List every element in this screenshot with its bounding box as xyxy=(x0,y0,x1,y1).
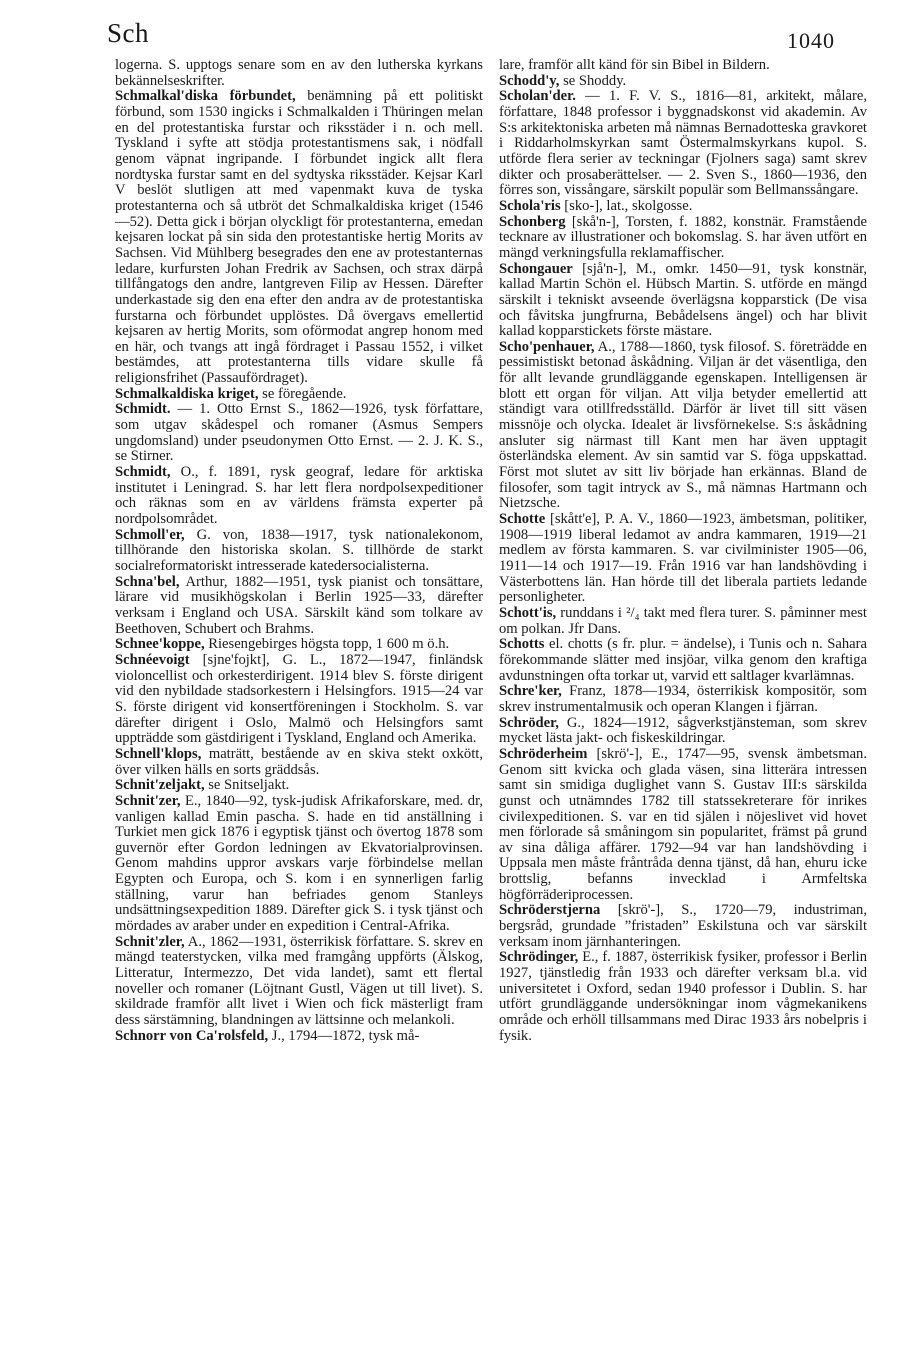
dictionary-entry xyxy=(499,637,867,684)
entry-text: se föregående. xyxy=(258,385,347,402)
entry-headword: Schola'ris xyxy=(499,197,561,214)
dictionary-entry xyxy=(115,778,483,794)
dictionary-entry xyxy=(499,950,867,1044)
entry-headword: Schmalkaldiska kriget, xyxy=(115,385,259,402)
page-header-section: Sch xyxy=(107,18,149,48)
entry-text: [sjå'n-], M., omkr. 1450—91, tysk konstnär, kallad Martin Schön el. Hübsch Martin. S. utförde en mängd särskilt i tekniskt avseende överlägsna kopparstick (De visa och fåvitska jungfrurna, Bebådelsens ängel) och har blivit kallad kopparstickets förste mästare. xyxy=(499,260,867,340)
entry-text: se Snitseljakt. xyxy=(204,777,290,794)
entry-text: A., 1788—1860, tysk filosof. S. företrädde en pessimistiskt betonad åskådning. Viljan är det väsentliga, den för allt levande grundläggande egenskapen. Intelligensen är blott ett organ för viljan. Att vilja betyder emellertid att ständigt vara otillfredsställd. Därför är livet till sitt väsen missnöje och olycka. Idealet är livsförnekelse. S:s åskådning ansluter sig närmast till Kant men har även upptagit österländska element. Av sin samtid var S. föga uppskattad. Först mot slutet av sitt liv började han erkännas. Bland de filosofer, som tagit intryck av S., må nämnas Hartmann och Nietzsche. xyxy=(499,338,867,512)
entry-headword: Schnorr von Ca'rolsfeld, xyxy=(115,1027,269,1044)
dictionary-entry xyxy=(115,89,483,386)
entry-text: E., 1840—92, tysk-judisk Afrikaforskare, med. dr, vanligen kallad Emin pascha. S. hade en tid anställning i Turkiet men gick 1876 i egyptisk tjänst och övertog 1878 som guvernör efter Gordon ledningen av Ekvatorialprovinsen. Genom mahdins uppror avskars varje förbindelse mellan Egypten och Europa, och S. kom i en synnerligen farlig ställning, varur han befriades genom Stanleys undsättningsexpedition 1889. Därefter gick S. i tysk tjänst och mördades av araber under en expedition i Central-Afrika. xyxy=(115,792,483,935)
entry-headword: Schotte xyxy=(499,511,546,528)
entry-text: O., f. 1891, rysk geograf, ledare för arktiska institutet i Leningrad. S. har lett flera nordpolsexpeditioner och räknas som en av världens främsta experter på nordpolsområdet. xyxy=(115,464,483,528)
entry-text: — 1. F. V. S., 1816—81, arkitekt, målare, författare, 1848 professor i byggnadskonst vid akademin. Av S:s arkitektoniska arbeten må nämnas Bernadotteska gravkoret i Riddarholmskyrkan samt Östermalmskyrkans kupol. S. utförde flera serier av teckningar (Fjolners saga) samt skrev dikter och prosaberättelser. — 2. Sven S., 1860—1936, den förres son, vissångare, särskilt populär som Bellmanssångare. xyxy=(499,88,867,199)
entry-headword: Schnéevoigt xyxy=(115,651,190,668)
dictionary-entry xyxy=(499,199,867,215)
entry-text: E., f. 1887, österrikisk fysiker, professor i Berlin 1927, tjänstledig från 1933 och därefter verksam bl.a. vid universitetet i Oxford, sedan 1940 professor i Dublin. S. har utfört grundläggande undersökningar inom vågmekanikens område och erhöll tillsammans med Dirac 1933 års nobelpris i fysik. xyxy=(499,949,867,1044)
left-column xyxy=(115,58,483,1044)
entry-headword: Schonberg xyxy=(499,213,566,230)
entry-headword: Schnit'zler, xyxy=(115,933,185,950)
right-column xyxy=(499,58,867,1044)
dictionary-entry xyxy=(499,262,867,340)
dictionary-entry xyxy=(499,512,867,606)
entry-text: [sko-], lat., skolgosse. xyxy=(560,197,693,214)
entry-headword: Schmoll'er, xyxy=(115,526,185,543)
entry-headword: Schnell'klops, xyxy=(115,745,202,762)
entry-headword: Schnit'zer, xyxy=(115,792,181,809)
entry-text: Franz, 1878—1934, österrikisk kompositör, som skrev instrumentalmusik och operan Klangen i fjärran. xyxy=(499,683,867,715)
dictionary-entry xyxy=(115,58,483,89)
entry-text: G., 1824—1912, sågverkstjänsteman, som skrev mycket lästa jakt- och fiskeskildringar. xyxy=(499,714,867,747)
dictionary-entry xyxy=(115,465,483,528)
dictionary-entry xyxy=(499,215,867,262)
dictionary-entry xyxy=(499,89,867,199)
entry-text: [skrö'-], S., 1720—79, industriman, bergsråd, grundade ”fristaden” Eskilstuna och var särskilt verksam inom järnhanteringen. xyxy=(499,902,867,950)
entry-headword: Schongauer xyxy=(499,260,573,277)
dictionary-entry xyxy=(115,528,483,575)
entry-text: [skå'n-], Torsten, f. 1882, konstnär. Framstående tecknare av illustrationer och bokomslag. S. har även utfört en mängd verkningsfulla reklamaffischer. xyxy=(499,213,867,261)
dictionary-entry xyxy=(115,935,483,1029)
dictionary-entry xyxy=(499,716,867,747)
dictionary-entry xyxy=(115,637,483,653)
dictionary-entry xyxy=(115,747,483,778)
entry-headword: Schre'ker, xyxy=(499,683,562,700)
dictionary-entry xyxy=(499,58,867,74)
entry-headword: Schröderheim xyxy=(499,745,588,762)
dictionary-entry xyxy=(115,575,483,638)
entry-text: el. chotts (s fr. plur. = ändelse), i Tunis och n. Sahara förekommande slätter med insjöar, vilka genom den kraftiga avdunstningen ofta torkar ut, varvid ett saltlager kvarlämnas. xyxy=(499,636,867,684)
dictionary-entry xyxy=(115,653,483,747)
entry-text: — 1. Otto Ernst S., 1862—1926, tysk författare, som utgav skådespel och romaner (Asmus Sempers ungdomsland) under pseudonymen Otto Ernst. — 2. J. K. S., se Stirner. xyxy=(115,401,483,465)
entry-text: benämning på ett politiskt förbund, som 1530 ingicks i Schmalkalden i Thüringen melan en del protestantiska furstar och riksstäder i n. och mell. Tyskland i syfte att stödja protestantismens sak, i nödfall genom väpnat ingripande. I förbundet ingick allt flera nordtyska furstar samt en del sydtyska riksstäder. Kejsar Karl V beslöt slutligen att med vapenmakt kuva de tyska protestanterna och så utbröt det Schmalkaldiska kriget (1546—52). Detta gick i början olyckligt för protestanterna, emedan kejsaren lockat på sin sida den protestantiske hertig Morits av Sachsen. Vid Mühlberg besegrades den ene av protestanternas ledare, kurfursten Johan Fredrik av Sachsen, och strax därpå tillfångatogs den andre, lantgreven Filip av Hessen. Därefter underkastade sig den ena efter den andra av de protestantiska furstarna och förbundet upplöstes. Då övergavs emellertid kejsaren av hertig Morits, som oförmodat angrep honom med en här, och tvangs att ingå fördraget i Passau 1552, i vilket bestämdes, att protestanterna tills vidare skulle få religionsfrihet (Passaufördraget). xyxy=(115,88,483,387)
entry-headword: Schotts xyxy=(499,636,545,653)
dictionary-entry xyxy=(499,74,867,90)
page-number: 1040 xyxy=(787,28,835,53)
entry-headword: Schnee'koppe, xyxy=(115,636,205,653)
entry-headword: Schröderstjerna xyxy=(499,902,601,919)
entry-text: Riesengebirges högsta topp, 1 600 m ö.h. xyxy=(204,636,450,653)
entry-text: G. von, 1838—1917, tysk nationalekonom, tillhörande den historiska skolan. S. tillhörde de starkt socialreformatoriskt intresserade katedersocialisterna. xyxy=(115,526,483,574)
dictionary-entry xyxy=(499,684,867,715)
dictionary-entry xyxy=(499,606,867,637)
entry-text: maträtt, bestående av en skiva stekt oxkött, över vilken hälls en sorts gräddsås. xyxy=(115,745,483,778)
entry-headword: Scholan'der. xyxy=(499,88,576,105)
dictionary-entry xyxy=(115,794,483,935)
entry-text: [skrö'-], E., 1747—95, svensk ämbetsman. Genom sitt kvicka och glada väsen, sina litterära intressen samt sin smidiga duglighet vann S. Gustav III:s särskilda gunst och utnämndes 1782 till statssekreterare för inrikes civilexpeditionen. S. var en tid själen i nöjeslivet vid hovet men förlorade så småningom sin popularitet, främst på grund av sina dåliga affärer. 1792—94 var han landshövding i Uppsala men måste fråntråda denna tjänst, då han, ehuru icke brottslig, befanns invecklad i Armfeltska högförräderiprocessen. xyxy=(499,745,867,903)
entry-headword: Schröder, xyxy=(499,714,559,731)
entry-text: Arthur, 1882—1951, tysk pianist och tonsättare, lärare vid musikhögskolan i Berlin 1925—33, därefter verksam i England och USA. Särskilt känd som tolkare av Beethoven, Schubert och Brahms. xyxy=(115,573,483,637)
dictionary-entry xyxy=(115,1029,483,1045)
dictionary-entry xyxy=(115,402,483,465)
entry-text: J., 1794—1872, tysk må- xyxy=(268,1027,420,1044)
entry-headword: Schmalkal'diska förbundet, xyxy=(115,88,296,105)
entry-headword: Scho'penhauer, xyxy=(499,338,595,355)
dictionary-entry xyxy=(499,340,867,512)
entry-headword: Schmidt, xyxy=(115,464,171,481)
entry-text: lare, framför allt känd för sin Bibel in Bildern. xyxy=(499,57,770,73)
entry-headword: Schott'is, xyxy=(499,604,557,621)
entry-headword: Schrödinger, xyxy=(499,949,579,966)
entry-headword: Schmidt. xyxy=(115,401,171,418)
entry-headword: Schnit'zeljakt, xyxy=(115,777,205,794)
entry-text: [sjne'fojkt], G. L., 1872—1947, finländsk violoncellist och orkesterdirigent. 1914 blev S. förste dirigent vid den nybildade stadsorkestern i Helsingfors. 1915—24 var S. förste dirigent vid konsertföreningen i Stockholm. S. var därefter dirigent i Oslo, Malmö och Helsingfors samt uppträdde som gästdirigent i Tyskland, England och Amerika. xyxy=(115,651,483,747)
entry-text: se Shoddy. xyxy=(559,72,627,89)
entry-headword: Schodd'y, xyxy=(499,72,560,89)
dictionary-entry xyxy=(115,387,483,403)
entry-text: [skått'e], P. A. V., 1860—1923, ämbetsman, politiker, 1908—1919 liberal ledamot av andra kammaren, 1919—21 medlem av första kammaren. S. var civilminister 1905—06, 1911—14 och 1917—19. Från 1916 var han landshövding i Västerbottens län. Han hörde till det liberala partiets ledande personligheter. xyxy=(499,511,867,606)
entry-headword: Schna'bel, xyxy=(115,573,180,590)
entry-text: runddans i ²/₄ takt med flera turer. S. påminner mest om polkan. Jfr Dans. xyxy=(499,604,867,637)
dictionary-entry xyxy=(499,903,867,950)
dictionary-entry xyxy=(499,747,867,904)
entry-text: A., 1862—1931, österrikisk författare. S. skrev en mängd teaterstycken, vilka med framgång uppförts (Älskog, Litteratur, Intermezzo, Det vida landet), samt ett flertal noveller och romaner (Löjtnant Gustl, Vägen ut till livet). S. skildrade framför allt livet i Wien och fick mästerligt fram dess särstämning, blandningen av lättsinne och melankoli. xyxy=(115,933,483,1029)
entry-text: logerna. S. upptogs senare som en av den lutherska kyrkans bekännelseskrifter. xyxy=(115,57,483,89)
